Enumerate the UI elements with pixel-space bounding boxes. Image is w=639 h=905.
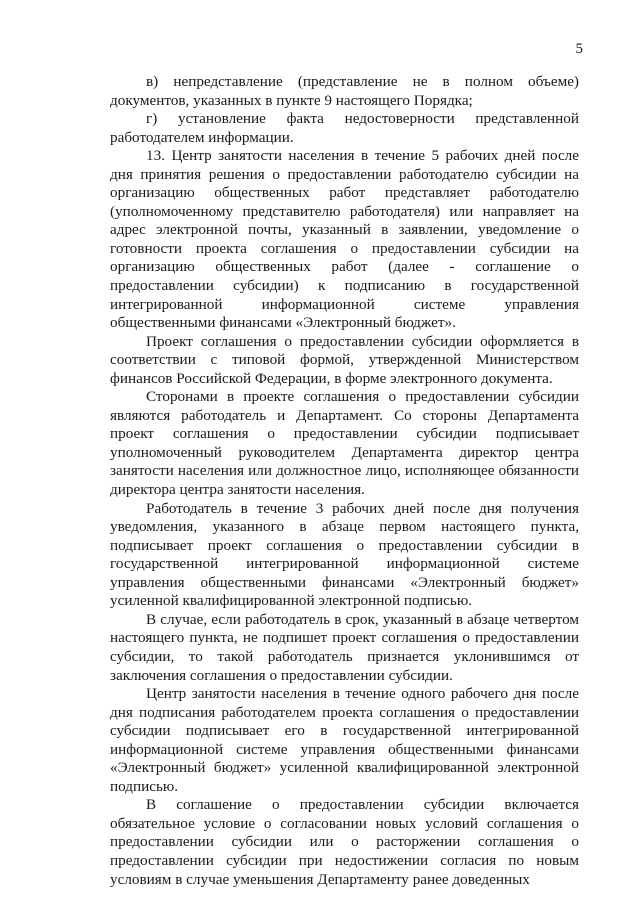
page-number: 5 — [575, 41, 583, 57]
paragraph-center-signing: Центр занятости населения в течение одного рабочего дня после дня подписания работодателем проекта соглашения о предоставлении субсидии подписывает его в государственной интегрированной информационной системе управления общественными финансами «Электронный бюджет» усиленной квалифицированной электронной подписью. — [110, 685, 579, 795]
paragraph-item-13: 13. Центр занятости населения в течение 5 рабочих дней после дня принятия решения о предоставлении работодателю субсидии на организацию общественных работ представляет работодателю (уполномоченному представителю работодателя) или направляет на адрес электронной почты, указанный в заявлении, уведомление о готовности проекта соглашения о предоставлении субсидии на организацию общественных работ (далее - соглашение о предоставлении субсидии) к подписанию в государственной интегрированной информационной системе управления общественными финансами «Электронный бюджет». — [110, 147, 579, 332]
paragraph-agreement-parties: Сторонами в проекте соглашения о предоставлении субсидии являются работодатель и Департамент. Со стороны Департамента проект соглашения о предоставлении субсидии подписывает уполномоченный руководителем Департамента директор центра занятости населения или должностное лицо, исполняющее обязанности директора центра занятости населения. — [110, 388, 579, 499]
paragraph-employer-signing: Работодатель в течение 3 рабочих дней после дня получения уведомления, указанного в абзаце первом настоящего пункта, подписывает проект соглашения о предоставлении субсидии в государственной интегрированной информационной системе управления общественными финансами «Электронный бюджет» усиленной квалифицированной электронной подписью. — [110, 499, 579, 610]
paragraph-clause-v: в) непредставление (представление не в полном объеме) документов, указанных в пункте 9 настоящего Порядка; — [110, 73, 579, 109]
paragraph-clause-g: г) установление факта недостоверности представленной работодателем информации. — [110, 110, 579, 146]
paragraph-mandatory-condition: В соглашение о предоставлении субсидии включается обязательное условие о согласовании новых условий соглашения о предоставлении субсидии или о расторжении соглашения о предоставлении субсидии при недостижении согласия по новым условиям в случае уменьшения Департаменту ранее доведенных — [110, 796, 579, 888]
document-body — [110, 73, 579, 889]
paragraph-employer-evasion: В случае, если работодатель в срок, указанный в абзаце четвертом настоящего пункта, не подпишет проект соглашения о предоставлении субсидии, то такой работодатель признается уклонившимся от заключения соглашения о предоставлении субсидии. — [110, 610, 579, 684]
paragraph-agreement-draft-form: Проект соглашения о предоставлении субсидии оформляется в соответствии с типовой формой, утвержденной Министерством финансов Российской Федерации, в форме электронного документа. — [110, 332, 579, 387]
